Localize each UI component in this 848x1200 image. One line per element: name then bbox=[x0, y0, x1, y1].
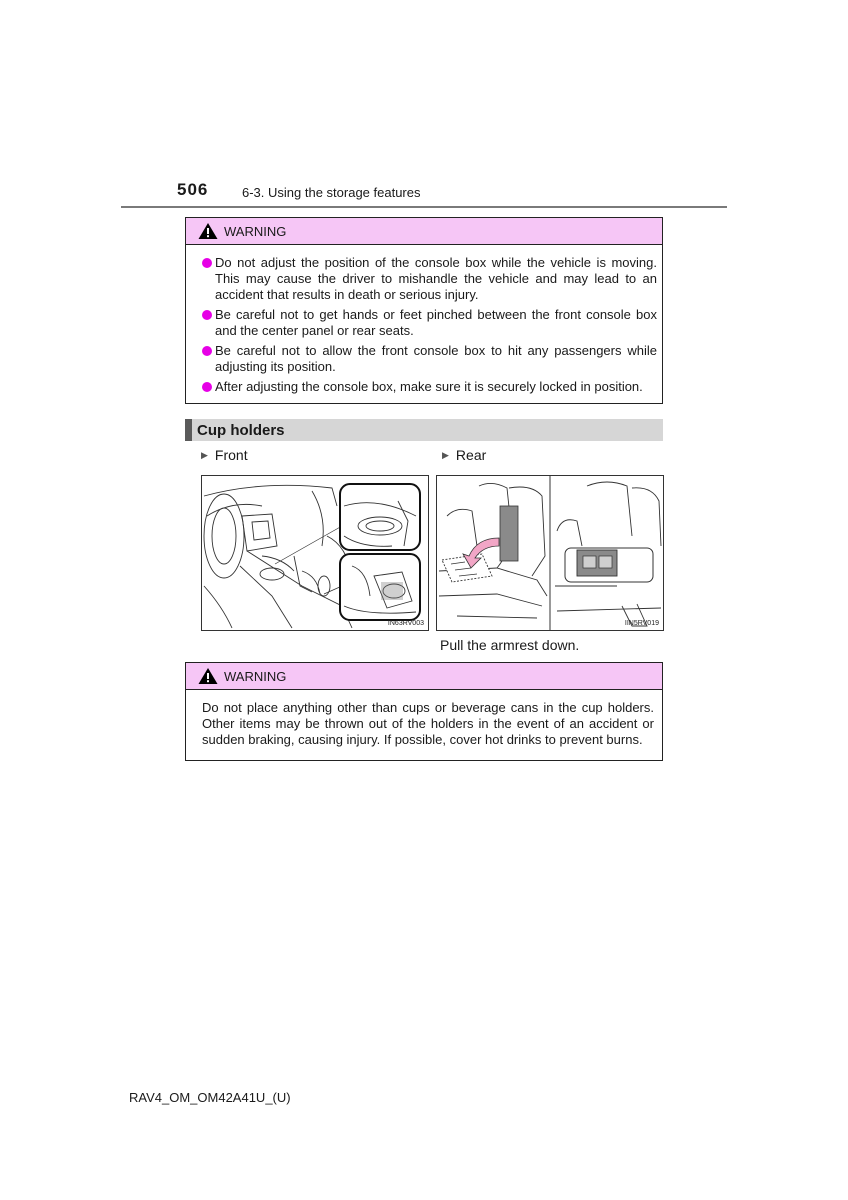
bullet-dot-icon bbox=[202, 310, 212, 320]
header-rule bbox=[121, 206, 727, 208]
warning-header bbox=[186, 218, 662, 245]
heading-bar bbox=[185, 419, 192, 441]
warning-triangle-icon bbox=[198, 667, 218, 685]
rear-armrest-drawing bbox=[437, 476, 663, 630]
warning-triangle-icon bbox=[198, 222, 218, 240]
warning-item-text: Be careful not to get hands or feet pinched between the front console box and the center panel or rear seats. bbox=[215, 307, 657, 338]
warning-text: Do not place anything other than cups or beverage cans in the cup holders. Other items may be thrown out of the holders in the event of an accident or sudden braking, causing injury. If possible, cover hot drinks to prevent burns. bbox=[202, 700, 654, 747]
triangle-right-icon: ▶ bbox=[442, 449, 449, 460]
warning-list bbox=[186, 245, 662, 403]
warning-title: WARNING bbox=[224, 223, 287, 239]
figure-code: IIN5RV019 bbox=[624, 620, 659, 627]
warning-item bbox=[202, 255, 657, 303]
section-title: 6-3. Using the storage features bbox=[242, 185, 421, 200]
rear-cup-holder-illustration bbox=[436, 475, 664, 631]
rear-label bbox=[442, 447, 486, 463]
warning-item-text: Be careful not to allow the front console box to hit any passengers while adjusting its position. bbox=[215, 343, 657, 374]
warning-item bbox=[202, 343, 657, 375]
footer-code: RAV4_OM_OM42A41U_(U) bbox=[129, 1090, 291, 1105]
warning-box-cup-holders bbox=[185, 662, 663, 761]
bullet-dot-icon bbox=[202, 382, 212, 392]
front-label bbox=[201, 447, 248, 463]
warning-item-text: Do not adjust the position of the console box while the vehicle is moving. This may cause the driver to mishandle the vehicle and may lead to an accident that results in death or serious injury. bbox=[215, 255, 657, 302]
bullet-dot-icon bbox=[202, 346, 212, 356]
front-cup-holder-illustration bbox=[201, 475, 429, 631]
section-heading bbox=[185, 419, 663, 441]
warning-item bbox=[202, 307, 657, 339]
triangle-right-icon: ▶ bbox=[201, 449, 208, 460]
bullet-dot-icon bbox=[202, 258, 212, 268]
warning-box-console bbox=[185, 217, 663, 404]
warning-title: WARNING bbox=[224, 668, 287, 684]
warning-header bbox=[186, 663, 662, 690]
front-console-drawing bbox=[202, 476, 428, 630]
warning-item-text: After adjusting the console box, make sure it is securely locked in position. bbox=[215, 379, 643, 394]
rear-caption: Pull the armrest down. bbox=[440, 637, 580, 653]
rear-label-text: Rear bbox=[455, 447, 487, 463]
section-heading-text: Cup holders bbox=[197, 421, 285, 439]
front-label-text: Front bbox=[214, 447, 248, 463]
page-number: 506 bbox=[177, 180, 209, 199]
figure-code: IN63RV003 bbox=[387, 620, 424, 627]
warning-item bbox=[202, 379, 657, 395]
